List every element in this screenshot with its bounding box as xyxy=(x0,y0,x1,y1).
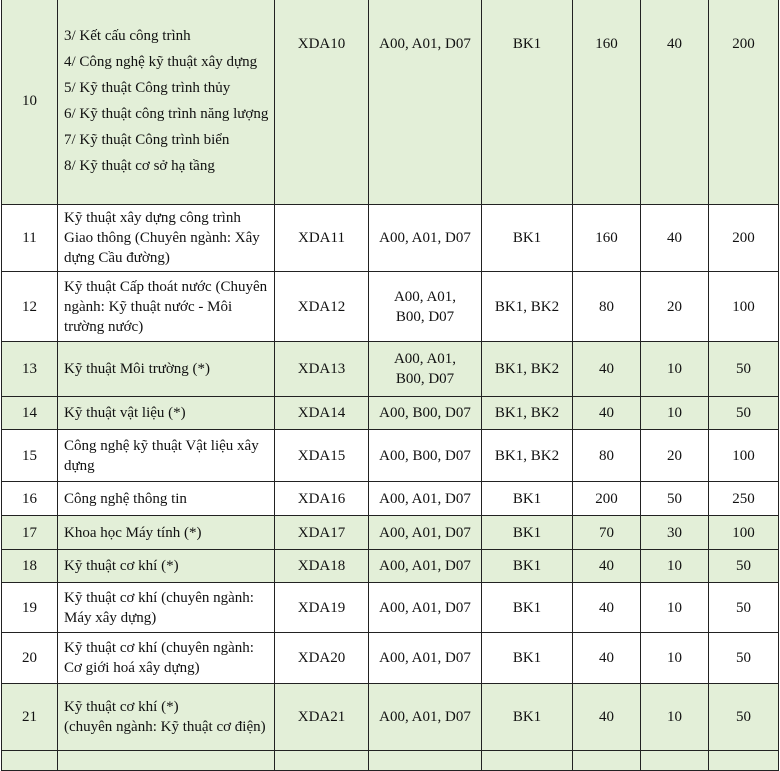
major-name xyxy=(58,0,275,205)
quota-total: 50 xyxy=(709,633,779,684)
quota-1: 40 xyxy=(573,550,641,583)
row-number: 11 xyxy=(2,205,58,272)
campus: BK1, BK2 xyxy=(482,397,573,430)
table-row xyxy=(2,430,779,482)
quota-total: 250 xyxy=(709,482,779,516)
major-name: Kỹ thuật Môi trường (*) xyxy=(58,342,275,397)
subject-groups: A00, A01, D07 xyxy=(369,205,482,272)
quota-total: 200 xyxy=(709,205,779,272)
campus: BK1, BK2 xyxy=(482,272,573,342)
major-code: XDA13 xyxy=(275,342,369,397)
major-code: XDA12 xyxy=(275,272,369,342)
quota-total: 200 xyxy=(709,0,779,205)
subject-groups: A00, A01, B00, D07 xyxy=(369,342,482,397)
row-number: 16 xyxy=(2,482,58,516)
campus: BK1, BK2 xyxy=(482,342,573,397)
table-row xyxy=(2,583,779,633)
major-code: XDA11 xyxy=(275,205,369,272)
campus: BK1 xyxy=(482,516,573,550)
table-row xyxy=(2,205,779,272)
quota-2: 30 xyxy=(641,516,709,550)
row-number: 18 xyxy=(2,550,58,583)
row-number: 21 xyxy=(2,684,58,751)
major-sub-item: 8/ Kỹ thuật cơ sở hạ tầng xyxy=(64,158,215,174)
subject-groups: A00, A01, D07 xyxy=(369,0,482,205)
quota-total: 50 xyxy=(709,550,779,583)
major-sub-item: 4/ Công nghệ kỹ thuật xây dựng xyxy=(64,54,258,70)
quota-total: 50 xyxy=(709,342,779,397)
major-name: Kỹ thuật cơ khí (chuyên ngành: Cơ giới hoá xây dựng) xyxy=(58,633,275,684)
quota-2: 40 xyxy=(641,0,709,205)
table-row xyxy=(2,751,779,771)
table-row xyxy=(2,342,779,397)
row-number: 19 xyxy=(2,583,58,633)
table-row xyxy=(2,397,779,430)
major-code: XDA20 xyxy=(275,633,369,684)
quota-total: 100 xyxy=(709,516,779,550)
quota-2: 10 xyxy=(641,684,709,751)
quota-total: 50 xyxy=(709,583,779,633)
row-number: 20 xyxy=(2,633,58,684)
subject-groups: A00, A01, D07 xyxy=(369,583,482,633)
row-number: 14 xyxy=(2,397,58,430)
table-row xyxy=(2,0,779,205)
quota-1: 40 xyxy=(573,397,641,430)
table-row xyxy=(2,272,779,342)
campus: BK1, BK2 xyxy=(482,430,573,482)
subject-groups: A00, A01, D07 xyxy=(369,684,482,751)
quota-2: 10 xyxy=(641,342,709,397)
quota-2: 20 xyxy=(641,430,709,482)
major-name: Kỹ thuật cơ khí (*) xyxy=(58,550,275,583)
campus: BK1 xyxy=(482,205,573,272)
major-code: XDA19 xyxy=(275,583,369,633)
quota-1: 70 xyxy=(573,516,641,550)
table-row xyxy=(2,482,779,516)
quota-total: 50 xyxy=(709,684,779,751)
major-name: Kỹ thuật vật liệu (*) xyxy=(58,397,275,430)
quota-1: 80 xyxy=(573,272,641,342)
major-code: XDA16 xyxy=(275,482,369,516)
subject-groups: A00, A01, D07 xyxy=(369,482,482,516)
quota-1: 160 xyxy=(573,0,641,205)
quota-2: 10 xyxy=(641,397,709,430)
row-number: 15 xyxy=(2,430,58,482)
table-row xyxy=(2,633,779,684)
major-name-line: (chuyên ngành: Kỹ thuật cơ điện) xyxy=(64,719,266,735)
subject-groups: A00, A01, D07 xyxy=(369,516,482,550)
quota-2: 10 xyxy=(641,583,709,633)
campus: BK1 xyxy=(482,550,573,583)
quota-1: 80 xyxy=(573,430,641,482)
table-row xyxy=(2,684,779,751)
row-number: 12 xyxy=(2,272,58,342)
table-row xyxy=(2,550,779,583)
major-sub-item: 6/ Kỹ thuật công trình năng lượng xyxy=(64,106,269,122)
quota-1: 40 xyxy=(573,342,641,397)
quota-total: 100 xyxy=(709,430,779,482)
major-sub-item: 7/ Kỹ thuật Công trình biển xyxy=(64,132,230,148)
row-number: 10 xyxy=(2,0,58,205)
major-code: XDA21 xyxy=(275,684,369,751)
major-name: Khoa học Máy tính (*) xyxy=(58,516,275,550)
major-name: Kỹ thuật Cấp thoát nước (Chuyên ngành: Kỹ thuật nước - Môi trường nước) xyxy=(58,272,275,342)
row-number: 17 xyxy=(2,516,58,550)
campus: BK1 xyxy=(482,633,573,684)
quota-1: 40 xyxy=(573,684,641,751)
major-code: XDA17 xyxy=(275,516,369,550)
subject-groups: A00, A01, D07 xyxy=(369,550,482,583)
subject-groups: A00, B00, D07 xyxy=(369,397,482,430)
quota-total: 50 xyxy=(709,397,779,430)
major-name: Kỹ thuật cơ khí (chuyên ngành: Máy xây dựng) xyxy=(58,583,275,633)
quota-1: 40 xyxy=(573,583,641,633)
quota-total: 100 xyxy=(709,272,779,342)
table-body xyxy=(2,0,779,771)
admissions-table xyxy=(1,0,779,771)
major-name-line: Kỹ thuật cơ khí (*) xyxy=(64,699,179,715)
major-code: XDA14 xyxy=(275,397,369,430)
campus: BK1 xyxy=(482,684,573,751)
quota-2: 50 xyxy=(641,482,709,516)
major-code: XDA10 xyxy=(275,0,369,205)
quota-2: 10 xyxy=(641,633,709,684)
major-name: Công nghệ thông tin xyxy=(58,482,275,516)
subject-groups: A00, B00, D07 xyxy=(369,430,482,482)
quota-1: 160 xyxy=(573,205,641,272)
major-name xyxy=(58,684,275,751)
quota-2: 20 xyxy=(641,272,709,342)
campus: BK1 xyxy=(482,0,573,205)
quota-2: 10 xyxy=(641,550,709,583)
quota-2: 40 xyxy=(641,205,709,272)
major-sub-item: 3/ Kết cấu công trình xyxy=(64,28,191,44)
major-code: XDA15 xyxy=(275,430,369,482)
quota-1: 40 xyxy=(573,633,641,684)
campus: BK1 xyxy=(482,583,573,633)
row-number: 13 xyxy=(2,342,58,397)
table-row xyxy=(2,516,779,550)
major-code: XDA18 xyxy=(275,550,369,583)
subject-groups: A00, A01, B00, D07 xyxy=(369,272,482,342)
subject-groups: A00, A01, D07 xyxy=(369,633,482,684)
major-name: Kỹ thuật xây dựng công trình Giao thông (Chuyên ngành: Xây dựng Cầu đường) xyxy=(58,205,275,272)
quota-1: 200 xyxy=(573,482,641,516)
major-name: Công nghệ kỹ thuật Vật liệu xây dựng xyxy=(58,430,275,482)
campus: BK1 xyxy=(482,482,573,516)
major-sub-item: 5/ Kỹ thuật Công trình thủy xyxy=(64,80,231,96)
